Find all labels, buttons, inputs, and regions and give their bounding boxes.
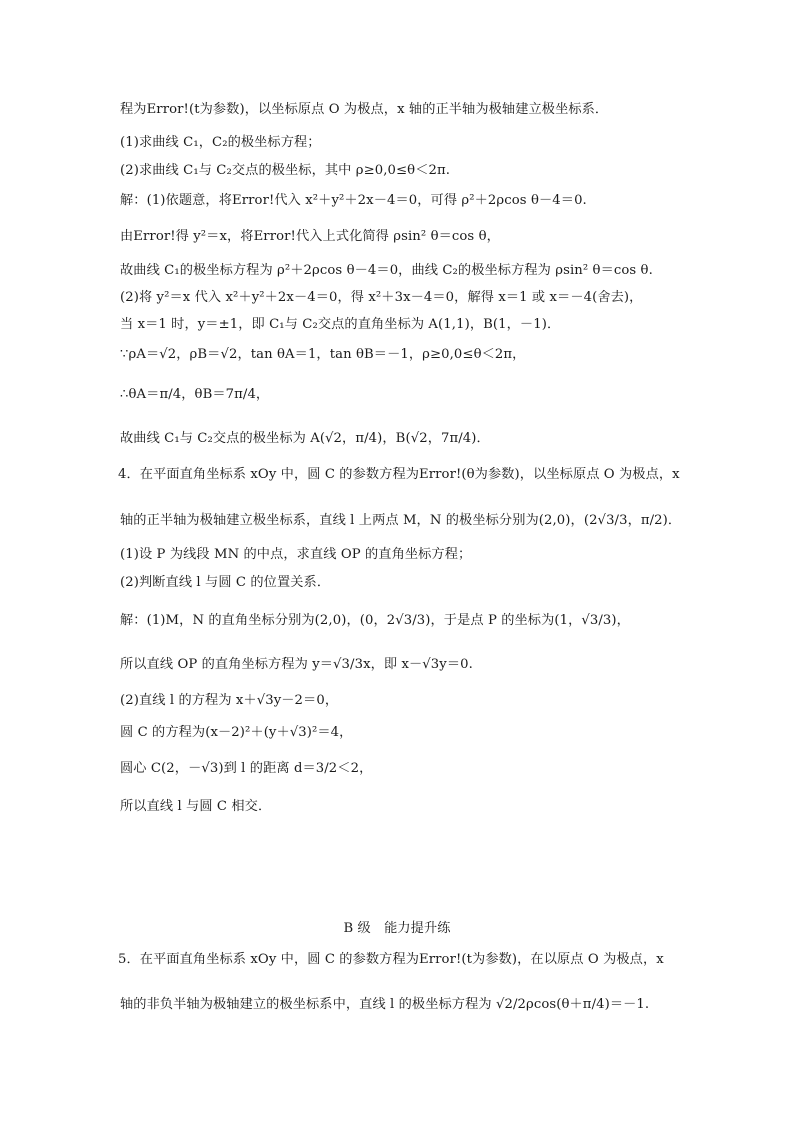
text-line: (1)设 P 为线段 MN 的中点，求直线 OP 的直角坐标方程； <box>120 547 472 562</box>
text-line: 圆心 C(2，－√3)到 l 的距离 d＝3/2＜2， <box>120 761 373 776</box>
text-line: 5．在平面直角坐标系 xOy 中，圆 C 的参数方程为Error!(t为参数)，在以原点 O 为极点，x <box>118 952 664 967</box>
text-line: 故曲线 C₁与 C₂交点的极坐标为 A(√2，π/4)，B(√2，7π/4)． <box>120 431 490 446</box>
text-line: 由Error!得 y²＝x，将Error!代入上式化简得 ρsin² θ＝cos θ， <box>120 229 500 244</box>
text-line: 解：(1)依题意，将Error!代入 x²＋y²＋2x－4＝0，可得 ρ²＋2ρcos θ－4＝0. <box>120 193 587 208</box>
text-line: 故曲线 C₁的极坐标方程为 ρ²＋2ρcos θ－4＝0，曲线 C₂的极坐标方程为 ρsin² θ＝cos θ. <box>120 263 653 278</box>
text-line: ∴θA＝π/4，θB＝7π/4， <box>120 387 270 402</box>
text-line: 轴的正半轴为极轴建立极坐标系，直线 l 上两点 M，N 的极坐标分别为(2,0)，(2√3/3，π/2)． <box>120 513 682 528</box>
text-line: (2)将 y²＝x 代入 x²＋y²＋2x－4＝0，得 x²＋3x－4＝0，解得 x＝1 或 x＝－4(舍去)， <box>120 290 643 305</box>
text-line: 所以直线 l 与圆 C 相交． <box>120 799 272 814</box>
text-line: 当 x＝1 时，y＝±1，即 C₁与 C₂交点的直角坐标为 A(1,1)，B(1，－1)． <box>120 317 561 332</box>
text-line: 圆 C 的方程为(x－2)²＋(y＋√3)²＝4， <box>120 725 353 740</box>
text-line: (2)判断直线 l 与圆 C 的位置关系． <box>120 575 331 590</box>
text-line: (2)求曲线 C₁与 C₂交点的极坐标，其中 ρ≥0,0≤θ＜2π. <box>120 163 451 178</box>
text-line: ∵ρA＝√2，ρB＝√2，tan θA＝1，tan θB＝－1，ρ≥0,0≤θ＜2π， <box>120 347 526 362</box>
text-line: 所以直线 OP 的直角坐标方程为 y＝√3/3x，即 x－√3y＝0. <box>120 657 473 672</box>
text-line: 程为Error!(t为参数)，以坐标原点 O 为极点，x 轴的正半轴为极轴建立极坐标系． <box>120 102 609 117</box>
text-line: 解：(1)M，N 的直角坐标分别为(2,0)，(0，2√3/3)，于是点 P 的坐标为(1，√3/3)， <box>120 613 630 628</box>
text-line: 4．在平面直角坐标系 xOy 中，圆 C 的参数方程为Error!(θ为参数)，以坐标原点 O 为极点，x <box>118 467 680 482</box>
text-line: (1)求曲线 C₁，C₂的极坐标方程； <box>120 135 321 150</box>
text-line: 轴的非负半轴为极轴建立的极坐标系中，直线 l 的极坐标方程为 √2/2ρcos(θ＋π/4)＝－1. <box>120 997 650 1012</box>
section-heading: B 级 能力提升练 <box>343 921 451 936</box>
text-line: (2)直线 l 的方程为 x＋√3y－2＝0， <box>120 693 339 708</box>
